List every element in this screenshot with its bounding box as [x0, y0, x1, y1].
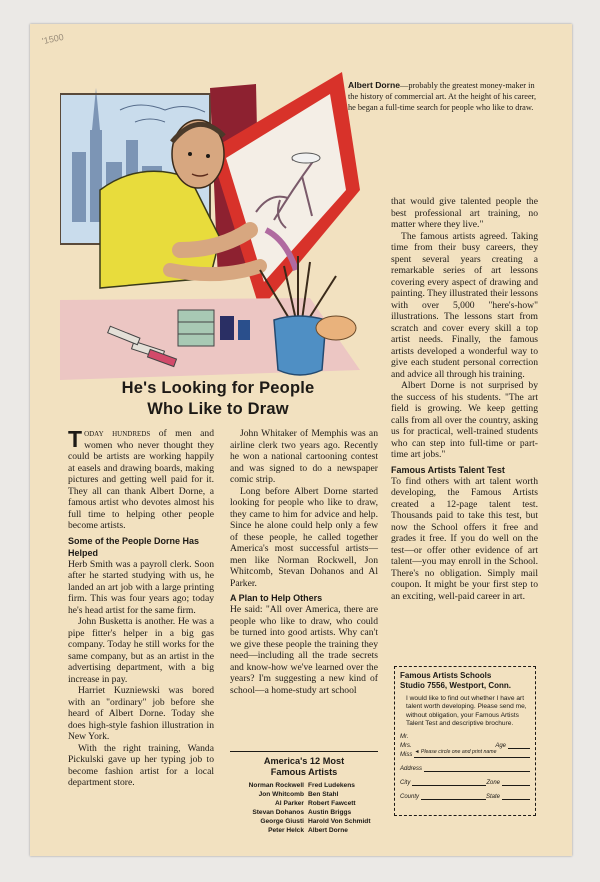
age-field[interactable]: [508, 740, 530, 749]
artist-name: Al Parker: [275, 800, 304, 807]
artists-title-line-2: Famous Artists: [270, 767, 338, 777]
artist-row: [230, 808, 378, 817]
name-hint-text: Please circle one and print name: [420, 749, 497, 756]
drop-cap: T: [68, 426, 83, 452]
artist-name: Harold Von Schmidt: [308, 818, 371, 825]
address-field[interactable]: [424, 763, 530, 772]
address-field-row[interactable]: [400, 763, 530, 772]
name-hint: ◄ Please circle one and print name: [414, 749, 497, 756]
paragraph-harriet-kuzniewski: Harriet Kuzniewski was bored with an "ordinary" job before she heard of Albert Dorne. Today she does high-style fashion illustration in New York.: [68, 685, 214, 742]
name-title-mrs: [400, 740, 530, 749]
zone-label: Zone: [486, 780, 500, 787]
city-zone-row[interactable]: [400, 777, 530, 786]
handwritten-price-mark: '1500: [41, 31, 65, 47]
artist-row: [230, 790, 378, 799]
artist-name: George Giusti: [260, 818, 304, 825]
albert-dorne-illustration: [60, 70, 380, 392]
artist-name: Robert Fawcett: [308, 800, 356, 807]
paragraph-he-said: He said: "All over America, there are people who like to draw, who could be turned into good artists. Why can't we give these people the training they need—including all the trade secrets and know-how we've learned over the years? I'm suggesting a new kind of school—a home-study art school: [230, 604, 378, 696]
artist-name: Norman Rockwell: [248, 782, 304, 789]
city-label: City: [400, 780, 411, 787]
headline-line-1: He's Looking for People: [121, 379, 315, 397]
paragraph-continued: that would give talented people the best professional art training, no matter where they live.": [391, 196, 538, 230]
artist-name: Fred Ludekens: [308, 782, 355, 789]
artist-name: Peter Helck: [268, 827, 304, 834]
intro-text: of men and women who never thought they could be artists are working happily at easels and drawing boards, making pictures and getting well paid for it. They all can thank Albert Dorne, a famous artist who devotes almost his full time to helping other people become artists.: [68, 428, 215, 531]
headline: [68, 378, 368, 420]
artist-name: Stevan Dohanos: [252, 809, 304, 816]
caption-text: —probably the greatest money-maker in the history of commercial art. At the height of his career, he began a full-time search for people who like to draw.: [348, 81, 537, 112]
subheading-people-helped: Some of the People Dorne Has Helped: [68, 535, 200, 558]
state-label: State: [485, 794, 500, 801]
county-state-row[interactable]: [400, 791, 530, 800]
caption-name: Albert Dorne: [348, 80, 401, 90]
artist-name: Albert Dorne: [308, 827, 348, 834]
address-label: Address: [400, 766, 423, 773]
paragraph-herb-smith: Herb Smith was a payroll clerk. Soon after he started studying with us, he landed an art job with a large printing firm. This was four years ago; today he's head artist for the same firm.: [68, 558, 214, 616]
artist-name: Jon Whitcomb: [258, 791, 304, 798]
title-mrs: Mrs.: [400, 743, 412, 750]
paragraph-talent-test: To find others with art talent worth developing, the Famous Artists created a 12-page talent test. Thousands paid to take this test, but now the School offers it free and grades it free. If you do well on the test—or offer other evidence of art talent—you may enroll in the School. There's no obligation. Simply mail coupon. It might be your first step to an exciting, well-paid career in art.: [391, 475, 538, 602]
headline-line-2: Who Like to Draw: [147, 400, 289, 418]
artist-row: [230, 817, 378, 826]
subheading-talent-test: Famous Artists Talent Test: [391, 464, 505, 475]
article-column-1: [68, 428, 214, 789]
subheading-plan: A Plan to Help Others: [230, 593, 323, 603]
state-field[interactable]: [502, 791, 530, 800]
artist-row: [230, 799, 378, 808]
coupon-address: Studio 7556, Westport, Conn.: [400, 681, 511, 690]
name-field-row[interactable]: [400, 749, 530, 758]
paragraph-wanda-pickulski: With the right training, Wanda Pickulski gave up her typing job to become fashion artist for a local department store.: [68, 742, 214, 788]
title-miss: Miss: [400, 752, 413, 759]
artists-title-line-1: America's 12 Most: [263, 756, 345, 766]
article-column-3: [391, 196, 538, 602]
paragraph-john-whitaker: John Whitaker of Memphis was an airline clerk two years ago. Recently he won a national cartooning contest and was signed to do a newspaper comic strip.: [230, 428, 378, 485]
paragraph-john-busketta: John Busketta is another. He was a pipe fitter's helper in a big gas company. Today he still works for the same company, but as an artist in the advertising department, with a big increase in pay.: [68, 616, 214, 685]
name-field[interactable]: [414, 749, 530, 758]
famous-artists-list: [230, 751, 378, 835]
comic-back-cover-page: [30, 24, 572, 856]
artist-row: [230, 781, 378, 790]
paragraph-artists-agreed: The famous artists agreed. Taking time from their busy careers, they spent several years creating a remarkable series of art lessons covering every aspect of drawing and painting. They illustrated their lessons with over 5,000 "here's-how" illustrations. The lessons start from scratch and cover every skill a top artist needs. Finally, the famous artists developed a wonderful way to give each student personal correction and advice all through his training.: [391, 230, 538, 380]
coupon-request-text: I would like to find out whether I have art talent worth developing. Please send me, without obligation, your Famous Artists Talent Test and descriptive brochure.: [406, 695, 527, 727]
county-field[interactable]: [421, 791, 486, 800]
title-mr: Mr.: [400, 734, 409, 741]
artist-row: [230, 826, 378, 835]
paragraph-long-before: Long before Albert Dorne started looking for people who like to draw, they came to him for advice and help. Since he alone could help only a few of these people, he called together America's most successful artists—men like Norman Rockwell, Jon Whitcomb, Stevan Dohanos and Al Parker.: [230, 485, 378, 589]
age-label: Age: [495, 743, 506, 750]
artist-name: Austin Briggs: [308, 809, 352, 816]
coupon-school-name: Famous Artists Schools: [400, 671, 492, 680]
artist-name: Ben Stahl: [308, 791, 339, 798]
intro-paragraph: [68, 428, 214, 532]
paragraph-not-surprised: Albert Dorne is not surprised by the success of his students. "The art field is growing. We keep getting calls from all over the country, asking us for practical, well-trained students who can step into full-time or part-time art jobs.": [391, 380, 538, 460]
zone-field[interactable]: [502, 777, 530, 786]
city-field[interactable]: [412, 777, 486, 786]
article-column-2: [230, 428, 378, 696]
lead-small-caps: oday hundreds: [84, 428, 151, 439]
mail-coupon[interactable]: [394, 666, 536, 816]
county-label: County: [400, 794, 420, 801]
illustration-caption: [348, 80, 543, 113]
